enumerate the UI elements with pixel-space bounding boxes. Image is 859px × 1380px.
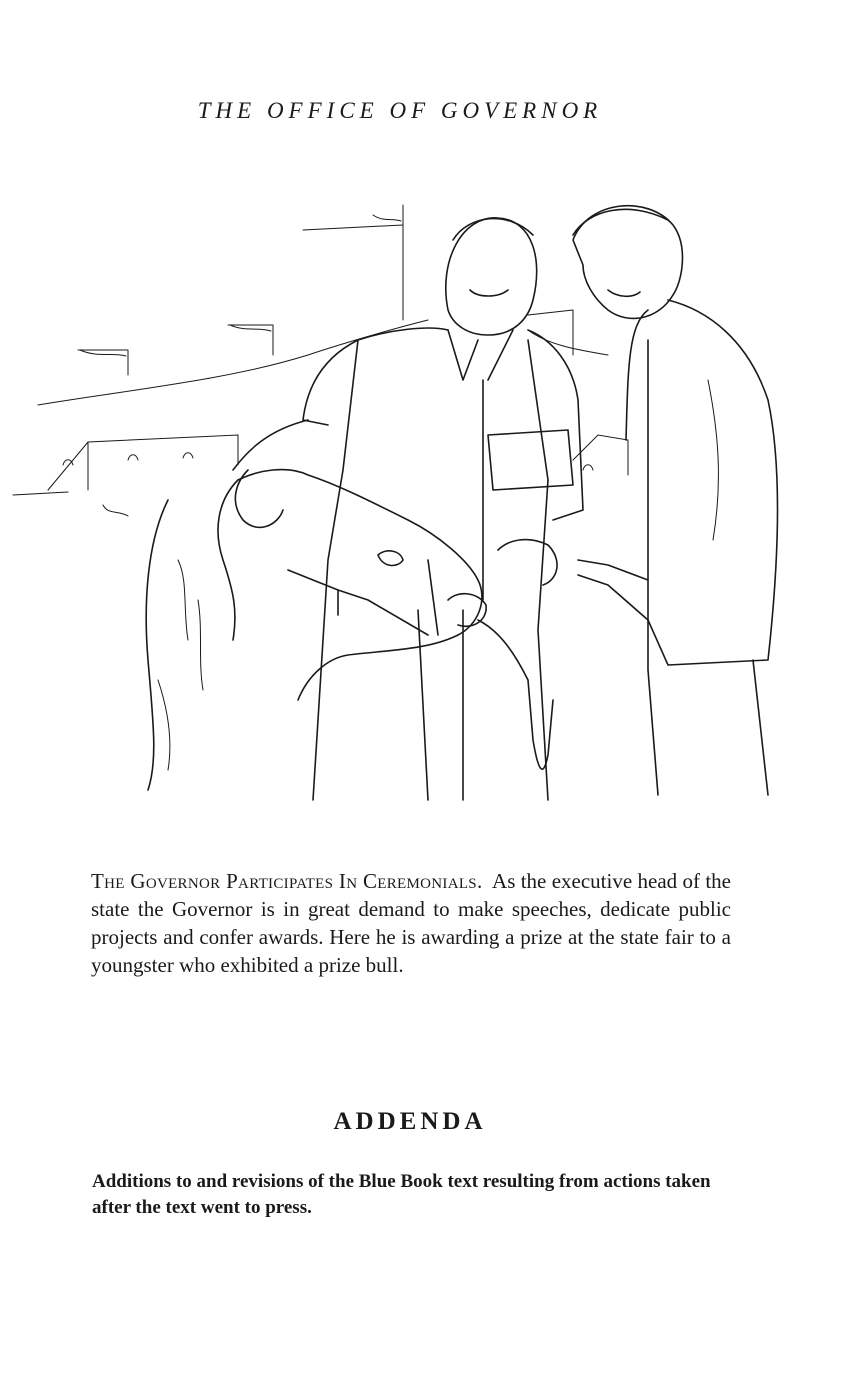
governor-figure [573,206,777,795]
running-head: THE OFFICE OF GOVERNOR [197,98,603,123]
fairground-background [13,205,628,516]
lead-rope-and-ribbon [478,540,557,770]
addenda-description: Additions to and revisions of the Blue Book text resulting from actions taken after the text went to press. [92,1171,711,1218]
caption-body: As the executive head of the state the Governor is in great demand to make speeches, dedicate public projects and confer awards. Here he is awarding a prize at the state fair to a youngster who exhibited a prize bull. [91,869,731,977]
illustration-caption [91,867,731,979]
caption-lead: The Governor Participates In Ceremonials. [91,869,483,893]
addenda-heading: ADDENDA [333,1108,487,1135]
governor-awarding-prize-illustration [8,180,798,810]
